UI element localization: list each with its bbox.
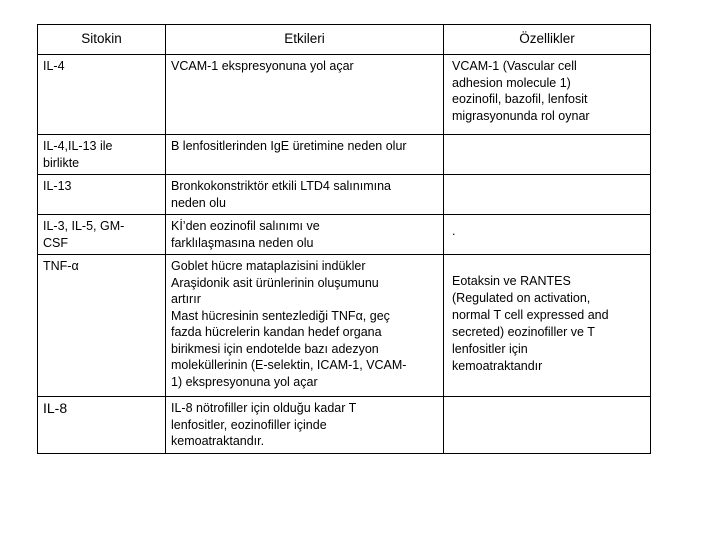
cell-cytokine: TNF-α: [38, 255, 166, 397]
cell-effects: B lenfositlerinden IgE üretimine neden olur: [166, 135, 444, 175]
cell-features: [444, 175, 651, 215]
cell-features: VCAM-1 (Vascular cell adhesion molecule 1) eozinofil, bazofil, lenfosit migrasyonunda rol oynar: [444, 55, 651, 135]
header-effects: Etkileri: [166, 25, 444, 55]
cell-effects: Kİ’den eozinofil salınımı ve farklılaşmasına neden olu: [166, 215, 444, 255]
table-row: [38, 55, 651, 135]
cell-features: .: [444, 215, 651, 255]
cell-cytokine: IL-8: [38, 397, 166, 454]
cell-effects: IL-8 nötrofiller için olduğu kadar T lenfositler, eozinofiller içinde kemoatraktandır.: [166, 397, 444, 454]
header-features: Özellikler: [444, 25, 651, 55]
cell-cytokine: IL-13: [38, 175, 166, 215]
cell-cytokine: IL-4,IL-13 ile birlikte: [38, 135, 166, 175]
header-cytokine: Sitokin: [38, 25, 166, 55]
cell-features: [444, 135, 651, 175]
cytokine-table-container: [37, 24, 651, 454]
table-row: [38, 397, 651, 454]
cell-cytokine: IL-3, IL-5, GM- CSF: [38, 215, 166, 255]
table-row: [38, 215, 651, 255]
cytokine-table: [37, 24, 651, 454]
cell-features: [444, 397, 651, 454]
cell-effects: Goblet hücre mataplazisini indükler Araşidonik asit ürünlerinin oluşumunu artırır Mast hücresinin sentezlediği TNFα, geç fazda hücrelerin kandan hedef organa birikmesi için endotelde bazı adezyon moleküllerinin (E-selektin, ICAM-1, VCAM- 1) ekspresyonuna yol açar: [166, 255, 444, 397]
cell-effects: VCAM-1 ekspresyonuna yol açar: [166, 55, 444, 135]
table-row: [38, 135, 651, 175]
table-row: [38, 175, 651, 215]
cell-effects: Bronkokonstriktör etkili LTD4 salınımına neden olu: [166, 175, 444, 215]
table-row: [38, 255, 651, 397]
table-header-row: [38, 25, 651, 55]
cell-features: Eotaksin ve RANTES (Regulated on activation, normal T cell expressed and secreted) eozinofiller ve T lenfositler için kemoatraktandır: [444, 255, 651, 397]
cell-cytokine: IL-4: [38, 55, 166, 135]
